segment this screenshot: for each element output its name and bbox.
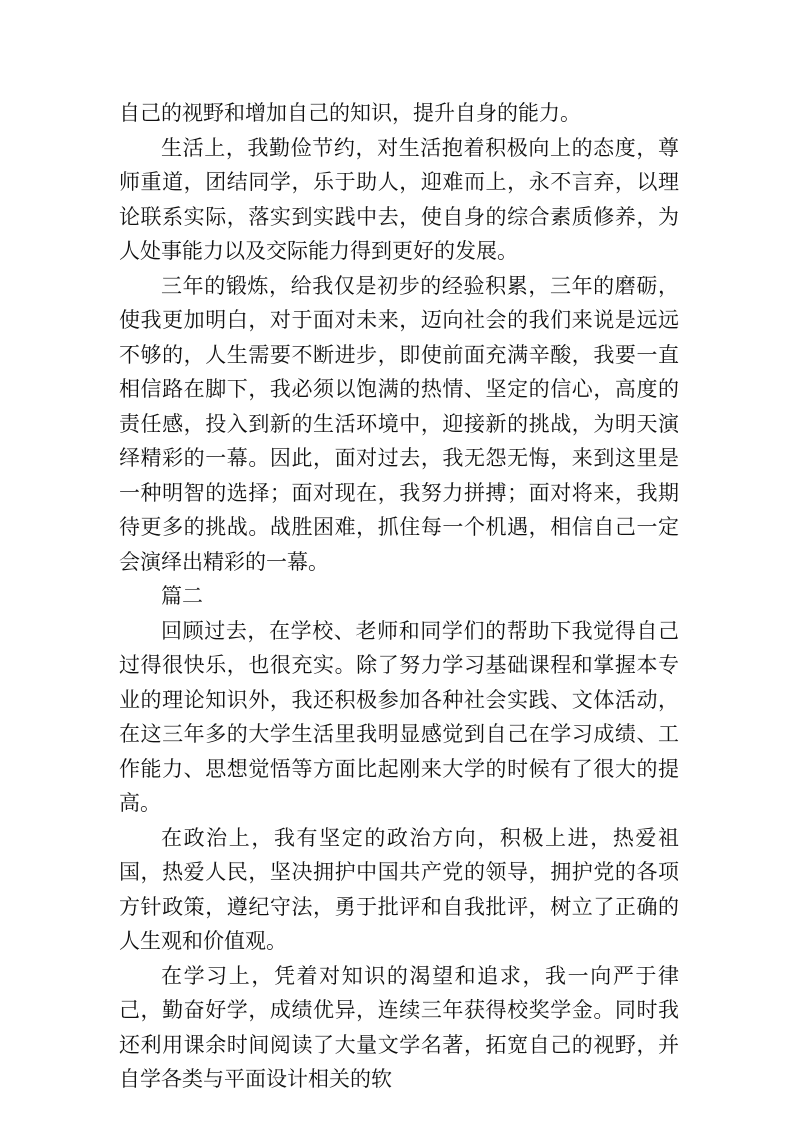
section-heading-part-two: 篇二 xyxy=(161,584,203,608)
paragraph-politics: 在政治上，我有坚定的政治方向，积极上进，热爱祖国，热爱人民，坚决拥护中国共产党的领导，拥护党的各项方针政策，遵纪守法，勇于批评和自我批评，树立了正确的人生观和价值观。 xyxy=(119,825,679,953)
paragraph-continuation: 自己的视野和增加自己的知识，提升自身的能力。 xyxy=(119,101,581,125)
paragraph-life: 生活上，我勤俭节约，对生活抱着积极向上的态度，尊师重道，团结同学，乐于助人，迎难而上，永不言弃，以理论联系实际，落实到实践中去，使自身的综合素质修养，为人处事能力以及交际能力得到更好的发展。 xyxy=(119,135,679,263)
document-body xyxy=(119,96,679,1097)
paragraph-study: 在学习上，凭着对知识的渴望和追求，我一向严于律己，勤奋好学，成绩优异，连续三年获得校奖学金。同时我还利用课余时间阅读了大量文学名著，拓宽自己的视野，并自学各类与平面设计相关的软 xyxy=(119,963,679,1091)
paragraph-three-years: 三年的锻炼，给我仅是初步的经验积累，三年的磨砺，使我更加明白，对于面对未来，迈向社会的我们来说是远远不够的，人生需要不断进步，即使前面充满辛酸，我要一直相信路在脚下，我必须以饱满的热情、坚定的信心，高度的责任感，投入到新的生活环境中，迎接新的挑战，为明天演绎精彩的一幕。因此，面对过去，我无怨无悔，来到这里是一种明智的选择；面对现在，我努力拼搏；面对将来，我期待更多的挑战。战胜困难，抓住每一个机遇，相信自己一定会演绎出精彩的一幕。 xyxy=(119,273,679,574)
paragraph-review: 回顾过去，在学校、老师和同学们的帮助下我觉得自己过得很快乐，也很充实。除了努力学习基础课程和掌握本专业的理论知识外，我还积极参加各种社会实践、文体活动，在这三年多的大学生活里我明显感觉到自己在学习成绩、工作能力、思想觉悟等方面比起刚来大学的时候有了很大的提高。 xyxy=(119,618,679,815)
